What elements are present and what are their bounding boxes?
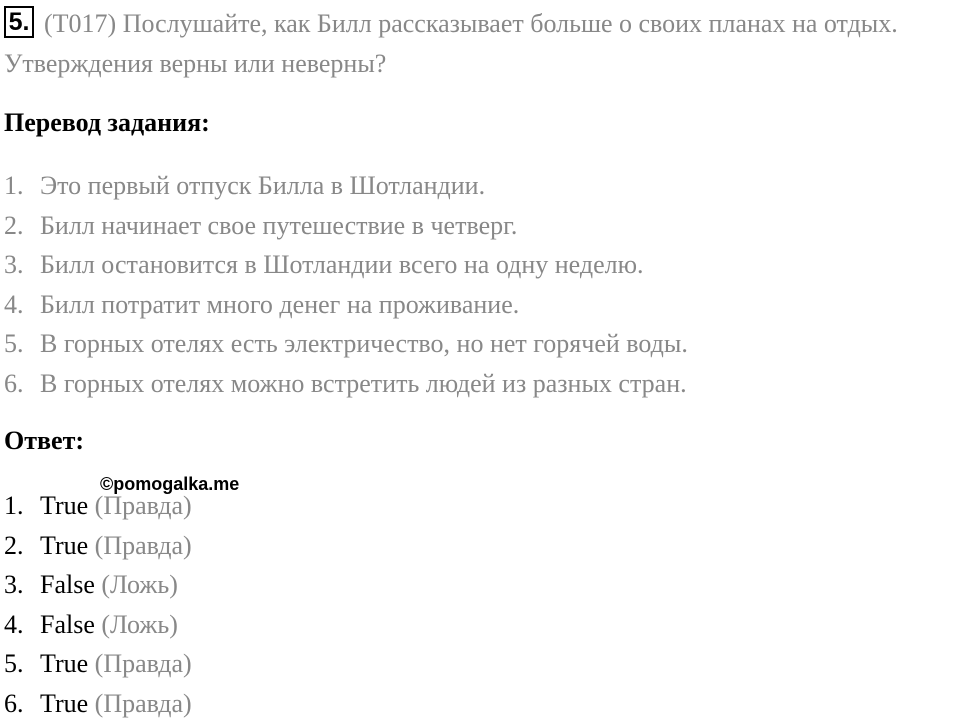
item-text: Билл остановится в Шотландии всего на одну неделю. bbox=[40, 250, 644, 280]
answer-item bbox=[4, 684, 192, 724]
answer-item bbox=[4, 486, 192, 526]
list-item bbox=[4, 206, 688, 246]
task-header bbox=[4, 4, 956, 84]
answer-translation: (Правда) bbox=[94, 688, 192, 718]
item-number: 2. bbox=[4, 210, 24, 240]
item-number: 4. bbox=[4, 289, 24, 319]
item-text: Билл начинает свое путешествие в четверг. bbox=[40, 210, 518, 240]
answer-item bbox=[4, 605, 192, 645]
item-number: 1. bbox=[4, 171, 24, 200]
answer-value: True bbox=[40, 649, 89, 679]
answer-translation: (Правда) bbox=[94, 649, 192, 679]
task-number-badge: 5. bbox=[4, 6, 34, 38]
translation-list bbox=[4, 166, 688, 404]
item-number: 3. bbox=[4, 250, 24, 280]
answer-heading: Ответ: bbox=[4, 426, 85, 455]
list-item bbox=[4, 324, 688, 364]
item-number: 5. bbox=[4, 649, 24, 679]
item-text: Это первый отпуск Билла в Шотландии. bbox=[40, 171, 486, 200]
answer-translation: (Правда) bbox=[94, 491, 192, 520]
item-number: 2. bbox=[4, 530, 24, 560]
list-item bbox=[4, 166, 688, 206]
answer-value: True bbox=[40, 530, 89, 560]
list-item bbox=[4, 285, 688, 325]
answer-value: False bbox=[40, 609, 95, 639]
answer-value: False bbox=[40, 570, 95, 600]
item-number: 5. bbox=[4, 329, 24, 359]
list-item bbox=[4, 245, 688, 285]
item-text: Билл потратит много денег на проживание. bbox=[40, 289, 520, 319]
item-text: В горных отелях есть электричество, но нет горячей воды. bbox=[40, 329, 688, 359]
answer-item bbox=[4, 644, 192, 684]
item-number: 4. bbox=[4, 609, 24, 639]
answer-list bbox=[4, 486, 192, 724]
list-item bbox=[4, 364, 688, 404]
answer-translation: (Ложь) bbox=[101, 570, 178, 600]
translation-heading: Перевод задания: bbox=[4, 108, 210, 137]
answer-translation: (Ложь) bbox=[101, 609, 178, 639]
watermark: ©pomogalka.me bbox=[100, 474, 240, 494]
item-number: 6. bbox=[4, 688, 24, 718]
item-number: 3. bbox=[4, 570, 24, 600]
answer-item bbox=[4, 526, 192, 566]
item-text: В горных отелях можно встретить людей из разных стран. bbox=[40, 368, 687, 398]
answer-translation: (Правда) bbox=[94, 530, 192, 560]
item-number: 1. bbox=[4, 491, 24, 520]
answer-value: True bbox=[40, 688, 89, 718]
task-text: (T017) Послушайте, как Билл рассказывает больше о своих планах на отдых. Утверждения верны или неверны? bbox=[4, 9, 898, 78]
item-number: 6. bbox=[4, 368, 24, 398]
answer-item bbox=[4, 565, 192, 605]
answer-value: True bbox=[40, 491, 89, 520]
